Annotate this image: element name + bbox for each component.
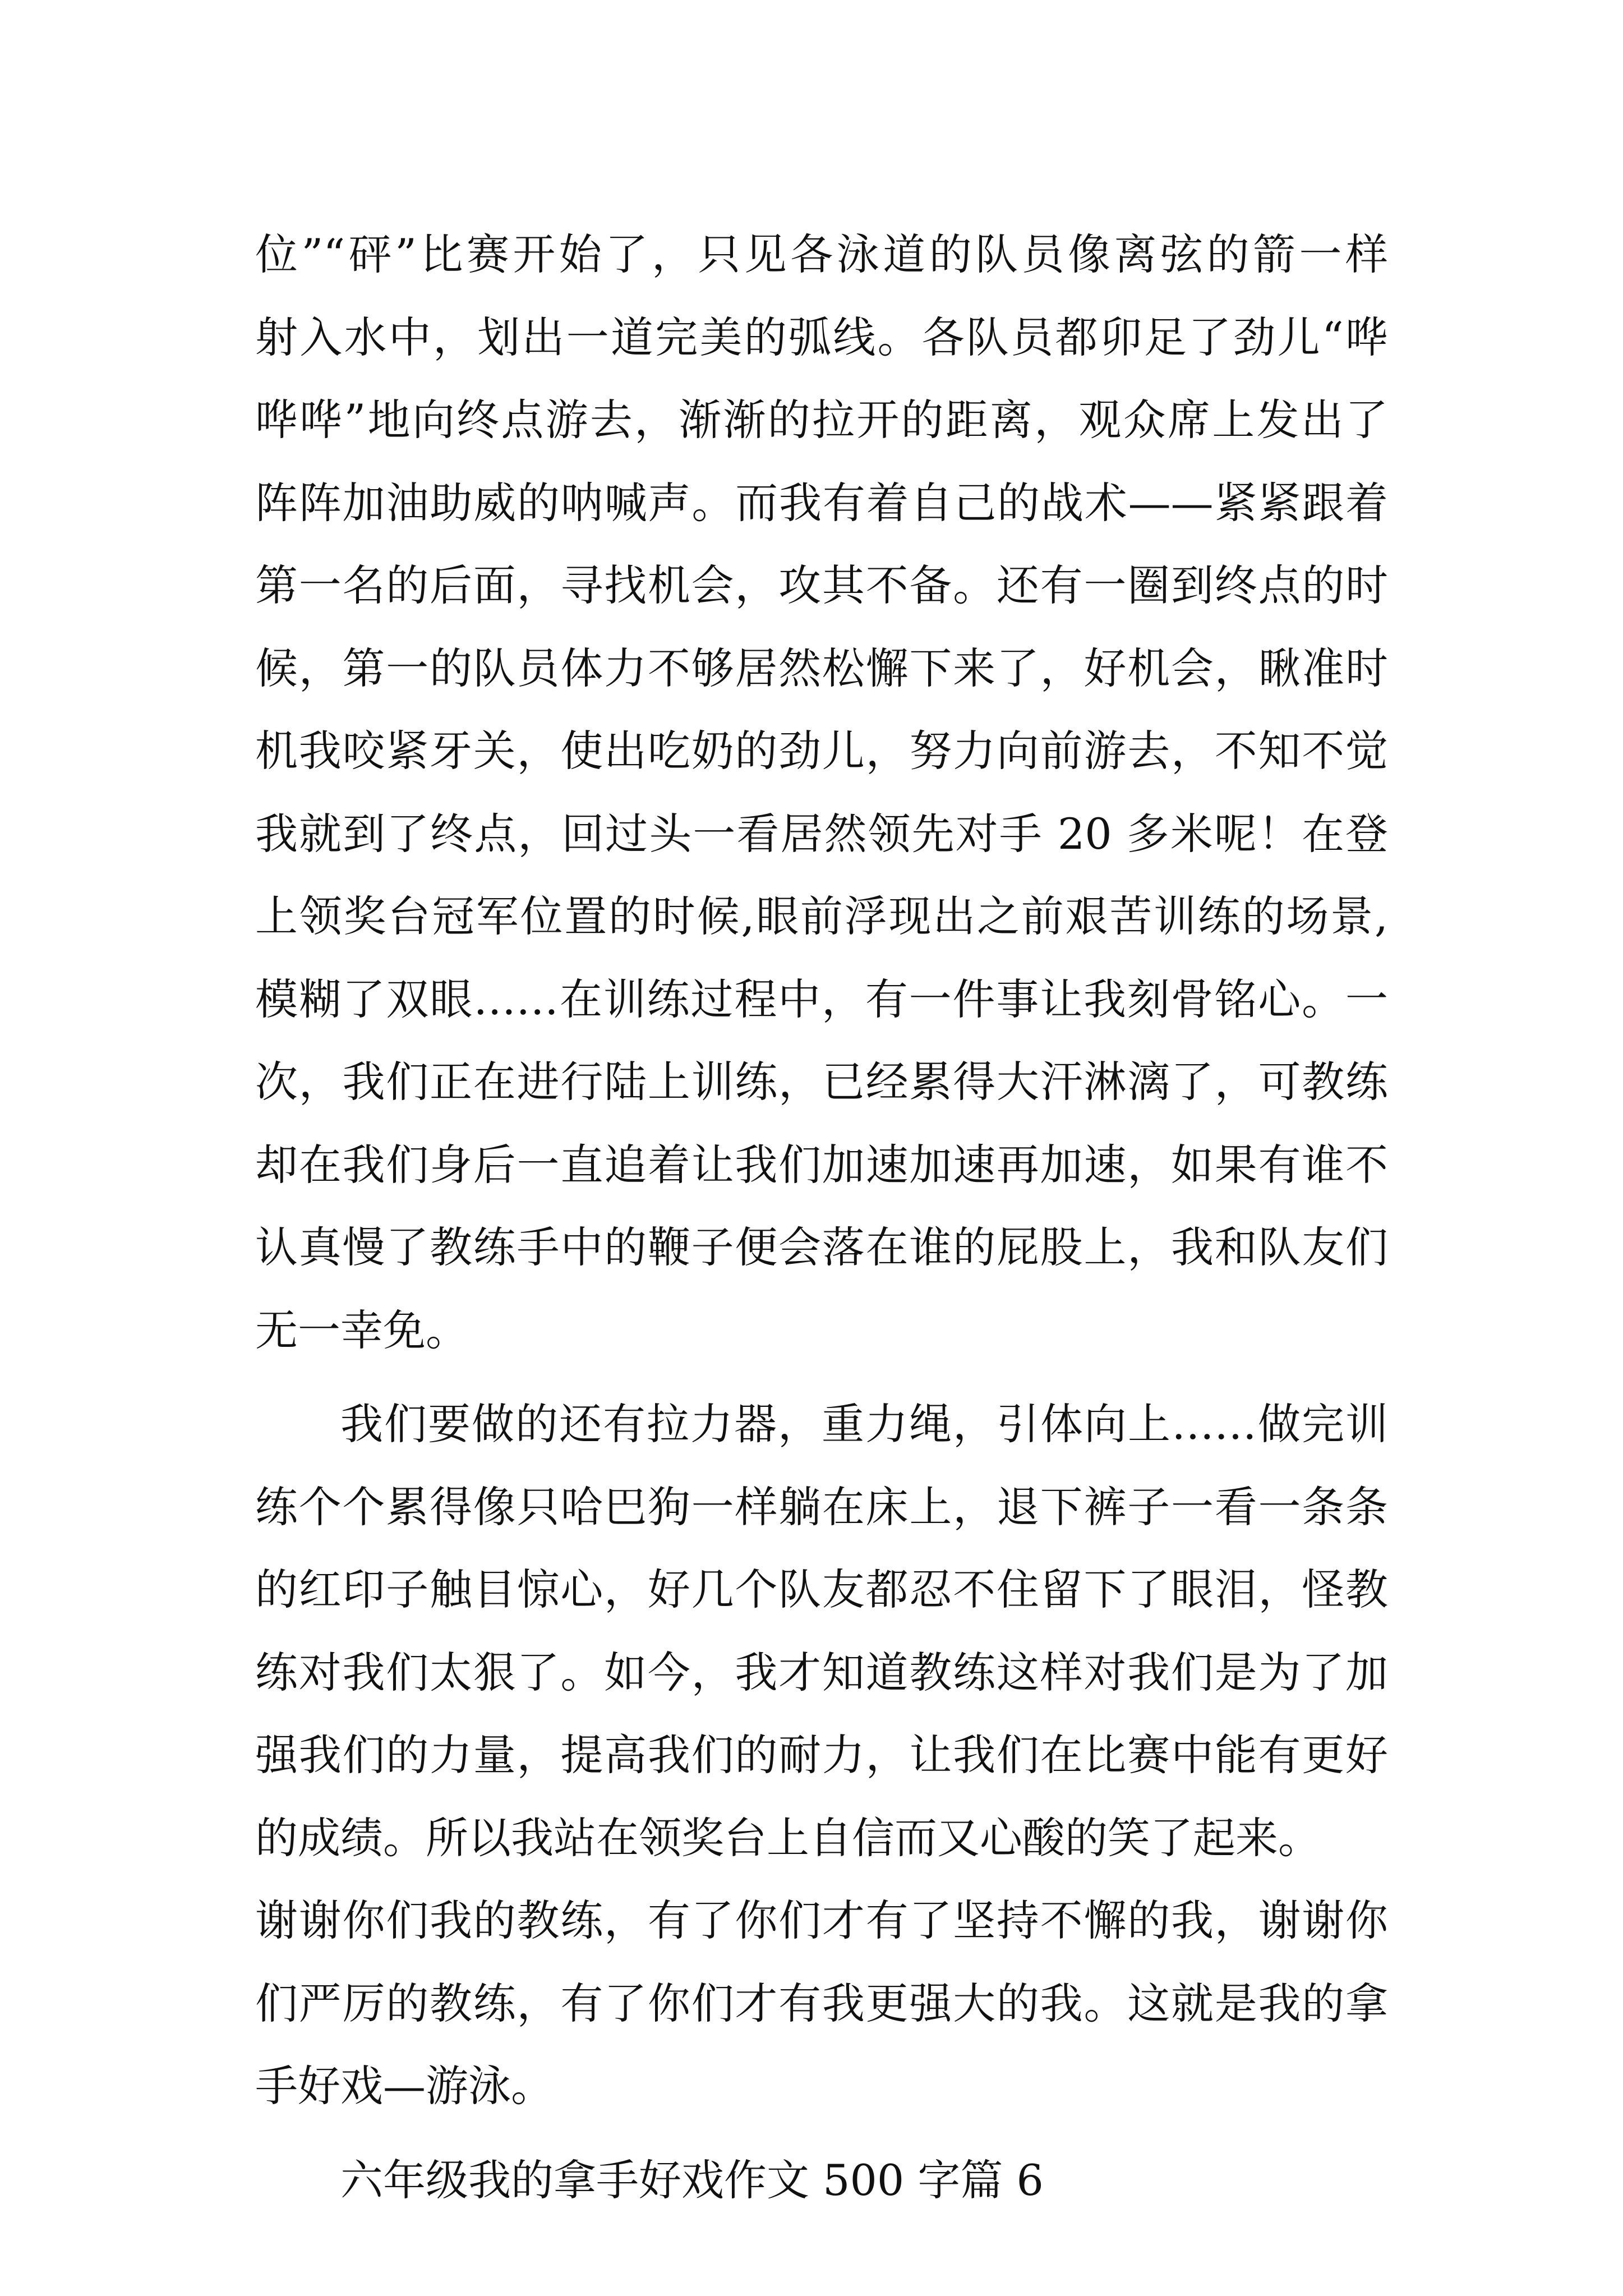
text-line: 射入水中，划出一道完美的弧线。各队员都卯足了劲儿“哗 — [255, 312, 1388, 362]
paragraph-2 — [255, 1383, 1388, 2128]
text-line: 位”“砰”比赛开始了，只见各泳道的队员像离弦的箭一样 — [255, 229, 1388, 279]
text-line: 们严厉的教练，有了你们才有我更强大的我。这就是我的拿 — [255, 1978, 1388, 2028]
text-line: 候，第一的队员体力不够居然松懈下来了，好机会，瞅准时 — [255, 643, 1388, 693]
text-line: 谢谢你们我的教练，有了你们才有了坚持不懈的我，谢谢你 — [255, 1895, 1388, 1945]
text-line: 的成绩。所以我站在领奖台上自信而又心酸的笑了起来。 — [255, 1812, 1321, 1863]
text-line: 练个个累得像只哈巴狗一样躺在床上，退下裤子一看一条条 — [255, 1481, 1388, 1532]
text-line: 手好戏—游泳。 — [255, 2061, 554, 2111]
text-line: 强我们的力量，提高我们的耐力，让我们在比赛中能有更好 — [255, 1730, 1388, 1780]
paragraph-1 — [255, 213, 1388, 1372]
text-line: 的红印子触目惊心，好几个队友都忍不住留下了眼泪，怪教 — [255, 1565, 1388, 1614]
text-line: 哗哗”地向终点游去，渐渐的拉开的距离，观众席上发出了 — [255, 395, 1388, 445]
text-line: 无一幸免。 — [255, 1305, 468, 1355]
text-line: 机我咬紧牙关，使出吃奶的劲儿，努力向前游去，不知不觉 — [255, 726, 1388, 776]
section-heading: 六年级我的拿手好戏作文 500 字篇 6 — [340, 2155, 1044, 2205]
text-line: 上领奖台冠军位置的时候,眼前浮现出之前艰苦训练的场景, — [255, 891, 1388, 941]
text-line: 我就到了终点，回过头一看居然领先对手 20 多米呢！在登 — [255, 808, 1388, 859]
text-line: 阵阵加油助威的呐喊声。而我有着自己的战术——紧紧跟着 — [255, 477, 1388, 528]
paragraph-gap — [255, 1372, 1388, 1383]
paragraph-gap — [255, 2128, 1388, 2139]
text-line: 第一名的后面，寻找机会，攻其不备。还有一圈到终点的时 — [255, 560, 1388, 610]
text-line: 练对我们太狠了。如今，我才知道教练这样对我们是为了加 — [255, 1647, 1388, 1697]
text-line: 模糊了双眼……在训练过程中，有一件事让我刻骨铭心。一 — [255, 974, 1388, 1024]
text-line: 我们要做的还有拉力器，重力绳，引体向上……做完训 — [340, 1399, 1388, 1449]
text-line: 次，我们正在进行陆上训练，已经累得大汗淋漓了，可教练 — [255, 1057, 1388, 1107]
text-line: 却在我们身后一直追着让我们加速加速再加速，如果有谁不 — [255, 1139, 1388, 1190]
text-line: 认真慢了教练手中的鞭子便会落在谁的屁股上，我和队友们 — [255, 1222, 1388, 1272]
document-body — [255, 213, 1388, 2221]
